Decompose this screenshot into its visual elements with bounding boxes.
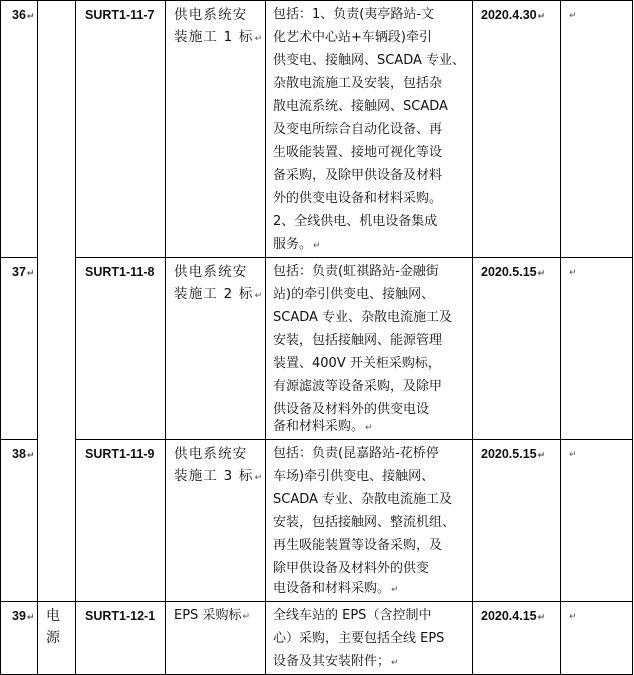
- grid-line: [165, 0, 166, 675]
- bid-code: SURT1-12-1: [85, 609, 156, 623]
- date: 2020.5.15↵: [481, 447, 546, 461]
- desc-line: 站)的牵引供变电、接触网、: [273, 287, 435, 302]
- grid-line: [0, 439, 38, 440]
- grid-line: [37, 0, 38, 675]
- desc-line: 安装，包括接触网、整流机组、: [273, 515, 456, 530]
- grid-line: [75, 439, 633, 440]
- desc-line: 包括：负责(虹祺路站-金融街: [273, 264, 439, 279]
- desc-line: 包括：1、负责(夷亭路站-文: [273, 7, 435, 22]
- bid-code: SURT1-11-9: [85, 447, 155, 461]
- row-number: 36↵: [12, 8, 35, 22]
- bid-code: SURT1-11-8: [85, 265, 155, 279]
- desc-line: 包括：负责(昆嘉路站-花桥停: [273, 446, 439, 461]
- bid-name: 供电系统安 装施工 3 标↵: [174, 446, 264, 484]
- desc-line: 杂散电流施工及安装，包括杂: [273, 76, 443, 91]
- desc-line: 备采购，及除甲供设备及材料: [273, 168, 443, 183]
- grid-line: [0, 601, 633, 602]
- grid-line: [0, 0, 1, 675]
- grid-line: [265, 0, 266, 675]
- row-number: 38↵: [12, 447, 35, 461]
- desc-line: SCADA 专业、杂散电流施工及: [273, 310, 453, 325]
- grid-line: [632, 0, 633, 675]
- desc-line: 除甲供设备及材料外的供变: [273, 561, 430, 576]
- empty-cell: ↵: [569, 268, 577, 278]
- bid-name: EPS 采购标↵: [174, 608, 250, 623]
- grid-line: [75, 257, 633, 258]
- desc-line: 供变电、接触网、SCADA 专业、: [273, 53, 466, 68]
- row-number: 37↵: [12, 265, 35, 279]
- desc-line: 及变电所综合自动化设备、再: [273, 122, 443, 137]
- desc-line: 心）采购，主要包括全线 EPS: [273, 631, 445, 646]
- bid-code: SURT1-11-7: [85, 8, 155, 22]
- desc-line: 备和材料采购。↵: [273, 419, 373, 434]
- desc-line: 服务。↵: [273, 237, 321, 252]
- bid-name: 供电系统安 装施工 1 标↵: [174, 7, 264, 45]
- grid-line: [75, 0, 76, 675]
- desc-line: SCADA 专业、杂散电流施工及: [273, 492, 453, 507]
- empty-cell: ↵: [569, 11, 577, 21]
- empty-cell: ↵: [569, 612, 577, 622]
- grid-line: [472, 0, 473, 675]
- grid-line: [0, 257, 38, 258]
- desc-line: 全线车站的 EPS（含控制中: [273, 608, 432, 623]
- desc-line: 再生吸能装置等设备采购，及: [273, 538, 443, 553]
- desc-line: 装置、400V 开关柜采购标，: [273, 356, 441, 371]
- grid-line: [560, 0, 561, 675]
- empty-cell: ↵: [569, 450, 577, 460]
- bid-name: 供电系统安 装施工 2 标↵: [174, 264, 264, 302]
- date: 2020.5.15↵: [481, 265, 546, 279]
- desc-line: 2、全线供电、机电设备集成: [273, 214, 438, 229]
- desc-line: 电设备和材料采购。↵: [273, 581, 399, 596]
- desc-line: 散电流系统、接触网、SCADA: [273, 99, 448, 114]
- desc-line: 有源滤波等设备采购，及除甲: [273, 379, 443, 394]
- desc-line: 外的供变电设备和材料采购。: [273, 191, 443, 206]
- desc-line: 供设备及材料外的供变电设: [273, 402, 430, 417]
- desc-line: 车场)牵引供变电、接触网、: [273, 469, 435, 484]
- grid-line: [0, 0, 633, 1]
- desc-line: 安装，包括接触网、能源管理: [273, 333, 443, 348]
- row-number: 39↵: [12, 609, 35, 623]
- desc-line: 设备及其安装附件；↵: [273, 654, 399, 669]
- date: 2020.4.30↵: [481, 8, 546, 22]
- desc-line: 生吸能装置、接地可视化等设: [273, 145, 443, 160]
- date: 2020.4.15↵: [481, 609, 546, 623]
- desc-line: 化艺术中心站+车辆段)牵引: [273, 30, 432, 45]
- category-label: 电源: [46, 608, 60, 646]
